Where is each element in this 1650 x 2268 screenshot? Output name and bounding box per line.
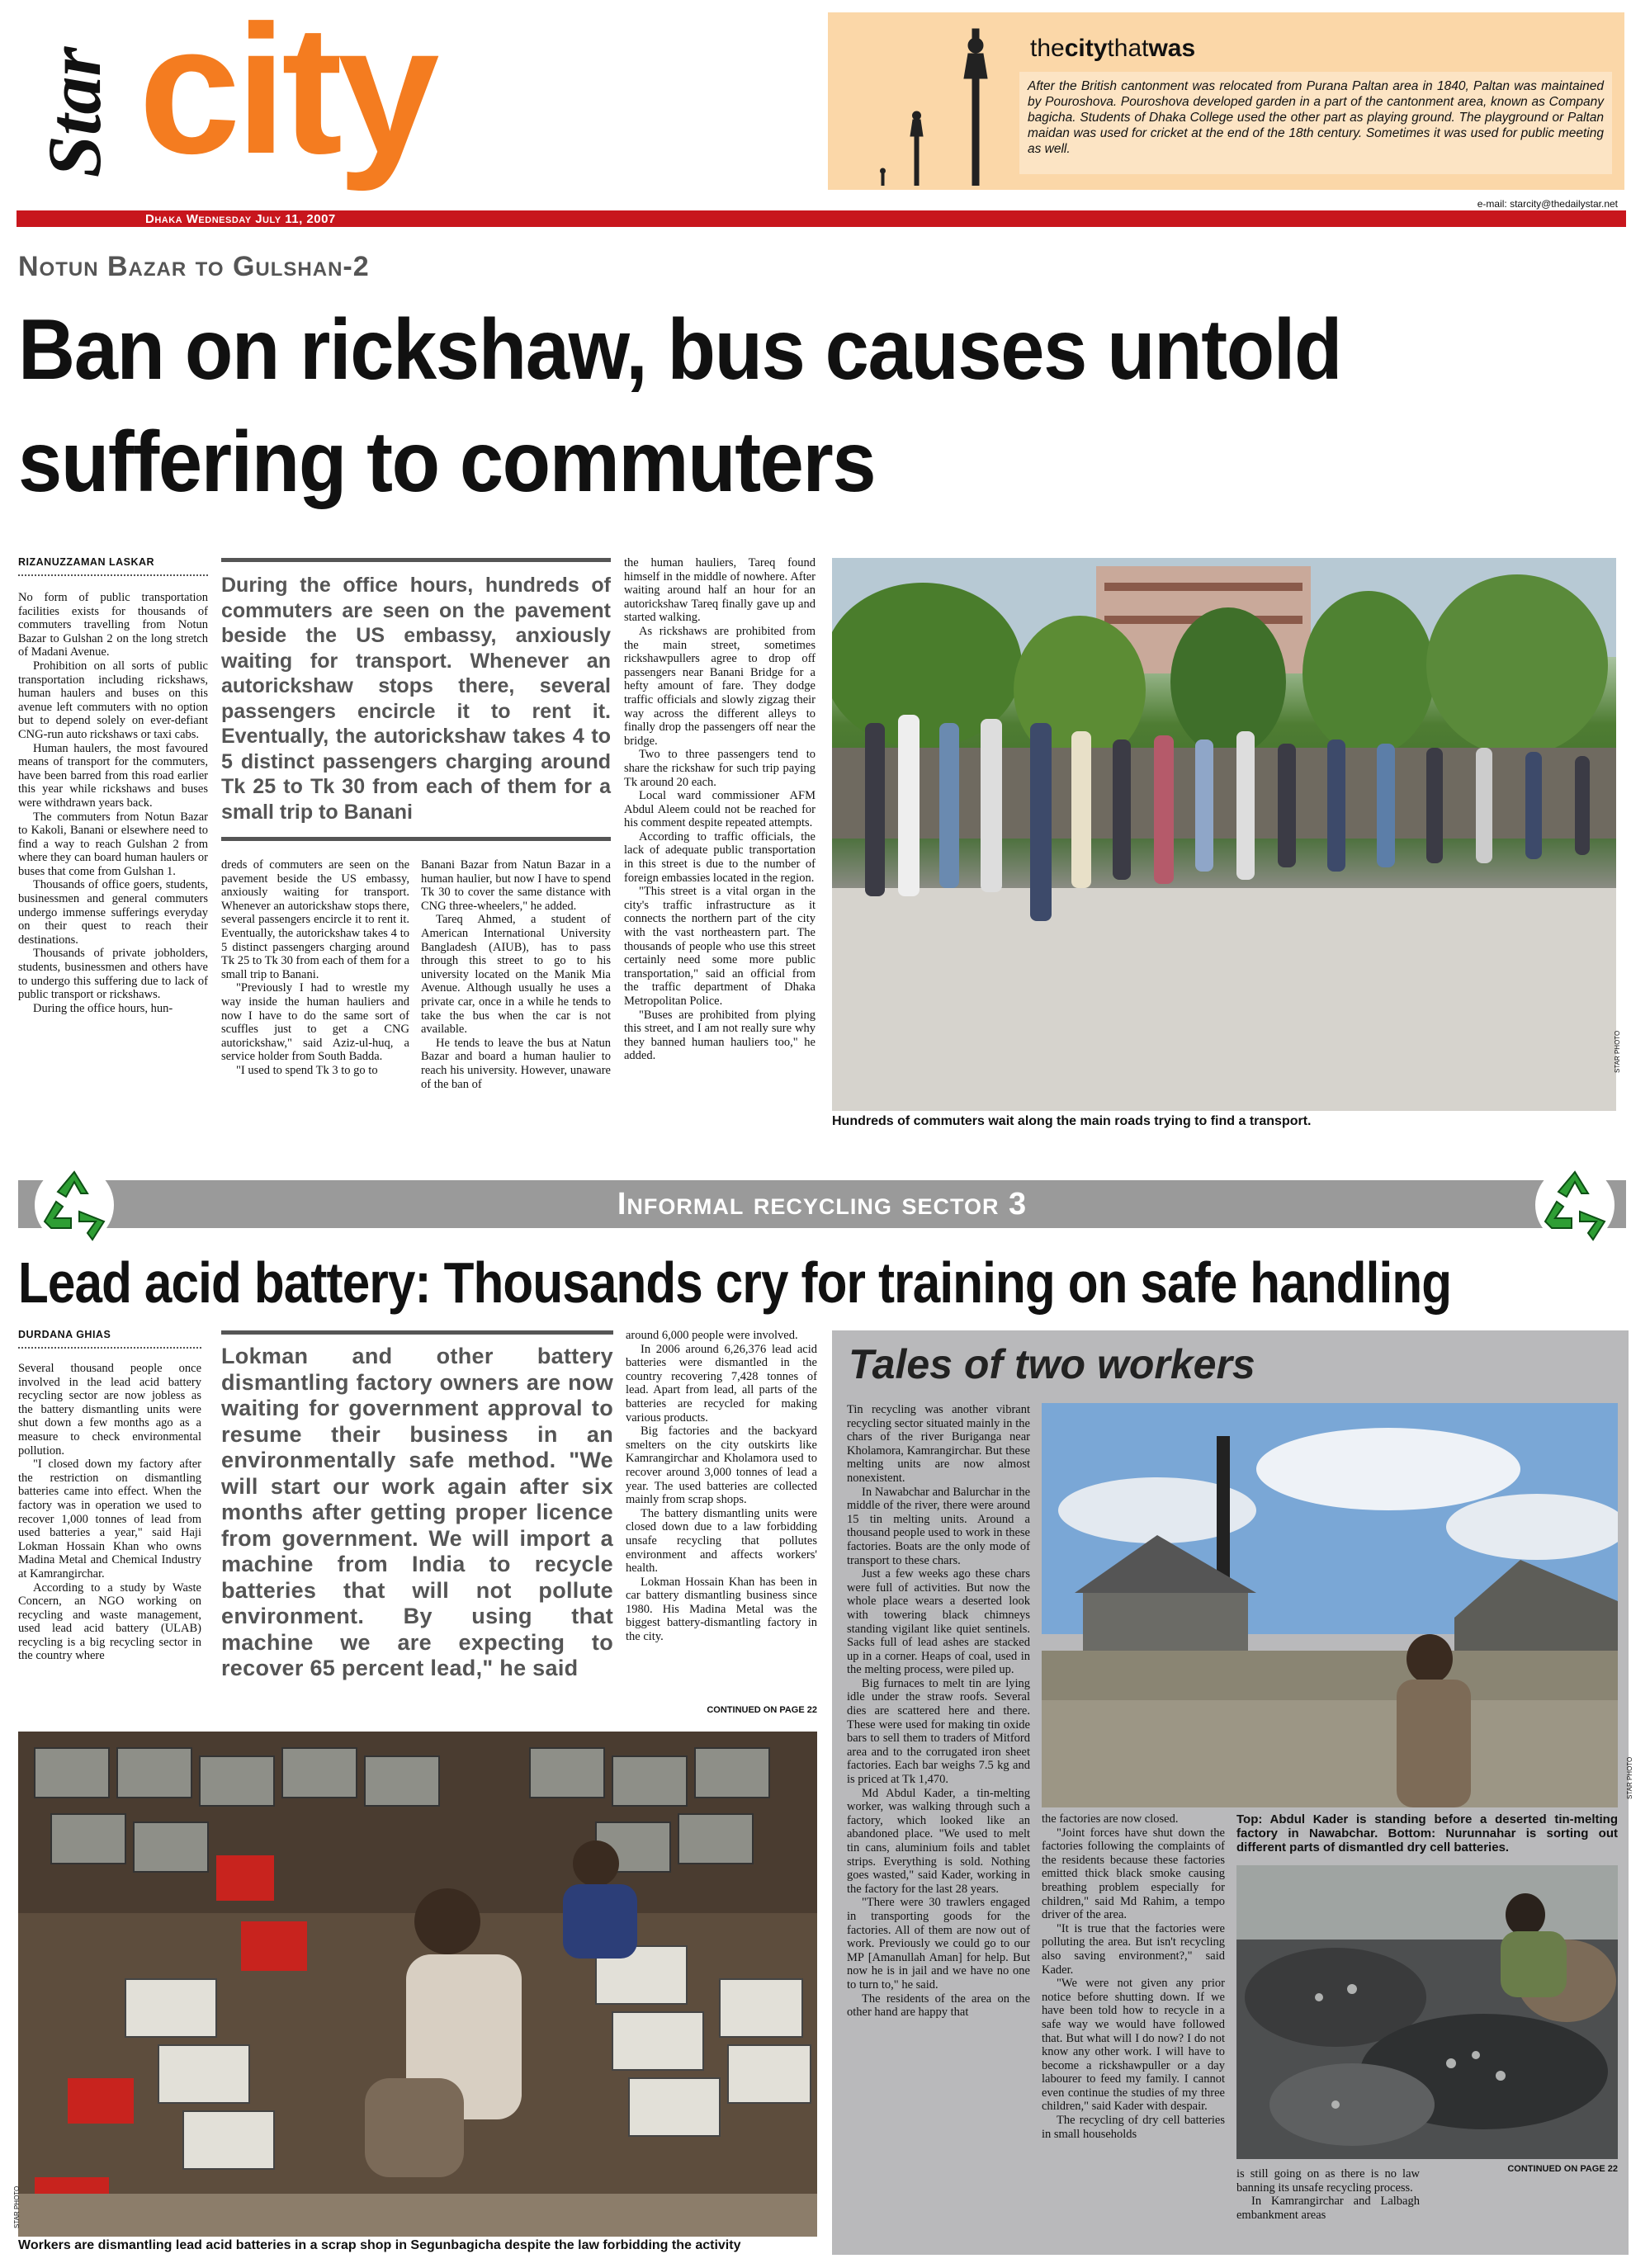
paragraph: In 2006 around 6,26,376 lead acid batteries were dismantled in the country recovering 7,428 tonnes of lead. Apart from lead, all parts of the batteries are recycled for making various products. [626,1342,817,1425]
paragraph: Big furnaces to melt tin are lying idle under the straw roofs. Several dies are scattered here and there. These were used for making tin oxide bars to sell them to traders of Mitford area and to the corrugated iron sheet factories. Each bar weighs 7.5 kg and is priced at Tk 1,470. [847,1676,1030,1787]
paragraph: Local ward commissioner AFM Abdul Aleem could not be reached for his comment despite repeated attempts. [624,789,816,830]
dry-cell-illustration [1236,1865,1618,2159]
story1-col4 [624,556,816,1063]
commuters-illustration [832,558,1616,1111]
sidebar-continued: CONTINUED ON PAGE 22 [1507,2164,1618,2174]
tales-sidebar-title: Tales of two workers [849,1341,1255,1387]
paragraph: "This street is a vital organ in the city's traffic infrastructure as it connects the northern part of the city with the vast northeastern part. The thousands of people who use this street certainly need some more public transportation," said an official from the traffic department of Dhaka Metropolitan Police. [624,885,816,1008]
paragraph: Md Abdul Kader, a tin-melting worker, was walking through such a factory, which looked like an abandoned place. "We used to melt tin cans, aluminium foils and tablet strips. Everything is sold. Nothing goes wasted," said Kader, working in the factory for the last 28 years. [847,1786,1030,1896]
paragraph: Just a few weeks ago these chars were full of activities. But now the whole place wears a deserted look with towering black chimneys standing vigilant like quiet sentinels. Sacks full of lead ashes are stacked up in a corner. Heaps of coal, used in the melting process, were piled up. [847,1567,1030,1677]
paragraph: The battery dismantling units were closed down due to a law forbidding unsafe recycling that pollutes environment and affects workers' health. [626,1506,817,1576]
paragraph: "I used to spend Tk 3 to go to [236,1063,378,1077]
sidebar-col2 [1042,1812,1225,2141]
paragraph: dreds of commuters are seen on the pavement beside the US embassy, anxiously waiting for transport. Whenever an autorickshaw stops there, several passengers encircle it to rent it. Eventually, the autorickshaw takes 4 to 5 distinct passengers charging around Tk 25 to Tk 30 from each of them for a small trip to Banani. [221,858,409,981]
story2-photo-credit: STAR PHOTO [13,2185,21,2228]
paragraph: Two to three passengers tend to share the rickshaw for such trip paying Tk around 20 each. [624,748,816,789]
paragraph: No form of public transportation facilities exists for thousands of commuters travelling from Notun Bazar to Gulshan 2 on the long stretch of Madani Avenue. [18,591,208,659]
city-that-was-text-panel [1019,72,1612,174]
star-logo: Star [32,46,116,178]
story1-photo-credit: STAR PHOTO [1614,1030,1621,1073]
paragraph: "Joint forces have shut down the factories following the complaints of the residents because these factories emitted thick black smoke causing breathing problem especially for children," said Md Rahim, a tempo driver of the area. [1042,1826,1225,1922]
paragraph: "It is true that the factories were polluting the area. But isn't recycling also saving environment?," said Kader. [1042,1921,1225,1977]
story1-col1 [18,591,208,1015]
title-that: that [1107,35,1149,62]
battery-workers-photo [18,1732,817,2237]
paragraph: Banani Bazar from Natun Bazar in a human haulier, but now I have to spend Tk 30 to cover the same distance with CNG three-wheelers," he added. [421,858,611,913]
story2-col4 [626,1329,817,1644]
dry-cell-photo [1236,1865,1618,2159]
story2-caption: Workers are dismantling lead acid batteries in a scrap shop in Segunbagicha despite the law forbidding the activity [18,2238,741,2252]
paragraph: Thousands of office goers, students, businessmen and general commuters undergo immense sufferings everyday on their quest to reach their destinations. [18,878,208,947]
story2-headline: Lead acid battery: Thousands cry for training on safe handling [18,1250,1452,1315]
paragraph: Tin recycling was another vibrant recycling sector situated mainly in the chars of the river Buriganga near Kholamora, Kamrangirchar. But these melting units are now almost nonexistent. [847,1403,1030,1485]
recycle-icon-left [33,1164,116,1246]
paragraph: In Kamrangirchar and Lalbagh embankment areas [1236,2195,1420,2222]
story1-commuters-photo [832,558,1616,1111]
paragraph: the human hauliers, Tareq found himself in the middle of nowhere. After waiting around half an hour for an autorickshaw Tareq finally gave up and started walking. [624,556,816,625]
story1-pullquote-rule-bottom [221,837,611,841]
dateline: Dhaka Wednesday July 11, 2007 [145,212,336,226]
recycle-icon-right [1534,1164,1616,1246]
paragraph: "Buses are prohibited from plying this street, and I am not really sure why they banned human hauliers too," he added. [624,1008,816,1063]
paragraph: Tareq Ahmed, a student of American International University Bangladesh (AIUB), has to pass through this street to go to his university located on the Manik Mia Avenue. Although usually he uses a private car, once in a while he tends to take the bus when the car is not available. [421,913,611,1037]
title-was: was [1148,35,1196,62]
story2-pullquote-rule-top [221,1330,613,1335]
street-lamps-illustration [844,21,1009,186]
story1-byline-rule [18,574,208,576]
sidebar-col3 [1236,2167,1420,2222]
story1-caption: Hundreds of commuters wait along the main roads trying to find a transport. [832,1114,1312,1128]
recycling-banner-title: Informal recycling sector 3 [617,1187,1028,1221]
paragraph: The commuters from Notun Bazar to Kakoli, Banani or elsewhere need to find a way to reach Gulshan 2 from where they can board human haulers or buses that come from Gulshan 1. [18,810,208,878]
paragraph: As rickshaws are prohibited from the main street, sometimes rickshawpullers agree to drop off passengers near Banani Bridge for a hefty amount of fare. They dodge traffic officials and slowly zigzag their way across the different alleys to finally drop the passengers off near the bridge. [624,624,816,748]
paragraph: the factories are now closed. [1042,1812,1179,1826]
battery-workers-illustration [18,1732,817,2237]
paragraph: "There were 30 trawlers engaged in transporting goods for the factories. All of them are now out of work. Previously we could go to our MP [Amanullah Aman] for help. But now he is in jail and we have no one to turn to," he said. [847,1896,1030,1992]
tin-factory-photo [1042,1403,1618,1807]
story1-pullquote: During the office hours, hundreds of commuters are seen on the pavement beside the US embassy, anxiously waiting for transport. Whenever an autorickshaw stops there, several passengers encircle it to rent it. Eventually, the autorickshaw takes 4 to 5 distinct passengers charging around Tk 25 to Tk 30 from each of them for a small trip to Banani [221,574,611,824]
story2-byline-rule [18,1347,201,1349]
paragraph: During the office hours, hun- [33,1001,173,1015]
city-that-was-box [828,12,1624,190]
paragraph: The recycling of dry cell batteries in small households [1042,2114,1225,2141]
paragraph: Lokman Hossain Khan has been in car battery dismantling business since 1980. His Madina Metal was the biggest battery-dismantling factory in the city. [626,1575,817,1644]
paragraph: Big factories and the backyard smelters on the city outskirts like Kamrangirchar and Kholamora used to recover around 3,000 tonnes of lead a year. The used batteries are collected mainly from scrap shops. [626,1425,817,1507]
paragraph: Human haulers, the most favoured means of transport for the commuters, have been barred from this road earlier this year while rickshaws and buses were withdrawn years back. [18,741,208,810]
story2-continued: CONTINUED ON PAGE 22 [707,1705,817,1715]
paragraph: "We were not given any prior notice before shutting down. If we have been told how to recycle in a safe way we would have followed that. But what will I do now? I do not know any other work. I will have to become a rickshawpuller or a day labourer to feed my family. I cannot even continue the studies of my three children," said Kader with despair. [1042,1977,1225,2114]
paragraph: Prohibition on all sorts of public transportation including rickshaws, human haulers and buses on this avenue left commuters with no option but to depend solely on ever-defiant CNG-run auto rickshaws or taxi cabs. [18,659,208,741]
sidebar-col1 [847,1403,1030,2020]
story2-col1 [18,1362,201,1663]
paragraph: "I closed down my factory after the restriction on dismantling batteries came into effect. When the factory was in operation we used to recover 1,000 tonnes of lead from used batteries a year," said Haji Lokman Hossain Khan who owns Madina Metal and Chemical Industry at Kamrangirchar. [18,1458,201,1581]
story2-pullquote: Lokman and other battery dismantling factory owners are now waiting for government approval to resume their business in an environmentally safe method. "We will start our work again after six months after getting proper licence from government. We will import a machine from India to recycle batteries that will not pollute environment. By using that machine we are expecting to recover 65 percent lead," he said [221,1344,613,1680]
story1-col3 [421,858,611,1091]
paragraph: In Nawabchar and Balurchar in the middle of the river, there were around 15 tin melting units. Around a thousand people used to work in these factories. Boats are the only mode of transport to these chars. [847,1485,1030,1567]
city-that-was-title [1030,35,1195,62]
paragraph: "Previously I had to wrestle my way inside the human hauliers and now I have to do the same sort of scuffles just to get a CNG autorickshaw," said Aziz-ul-huq, a service holder from South Badda. [221,981,409,1064]
paragraph: Several thousand people once involved in the lead acid battery recycling sector are now jobless as the battery dismantling units were shut down a few months ago as a measure to check environmental pollution. [18,1362,201,1458]
story1-byline: RIZANUZZAMAN LASKAR [18,556,155,568]
story1-headline: Ban on rickshaw, bus causes untold suffering to commuters [18,302,1342,510]
masthead [17,0,561,231]
sidebar-caption: Top: Abdul Kader is standing before a deserted tin-melting factory in Nawabchar. Bottom: Nurunnahar is sorting out different parts of dismantled dry cell batteries. [1236,1812,1618,1855]
paragraph: He tends to leave the bus at Natun Bazar and board a human haulier to reach his university. However, unaware of the ban of [421,1036,611,1091]
title-city: city [1064,35,1108,62]
sidebar-photo-credit: STAR PHOTO [1626,1756,1633,1799]
paragraph: The residents of the area on the other hand are happy that [847,1992,1030,2020]
tin-factory-illustration [1042,1403,1618,1807]
paragraph: Thousands of private jobholders, students, businessmen and others have to undergo this suffering due to lack of public transport or rickshaws. [18,947,208,1002]
paragraph: According to traffic officials, the lack of adequate public transportation in this street is due to the number of foreign embassies located in the region. [624,829,816,885]
title-the: the [1030,35,1065,62]
story1-pullquote-rule-top [221,558,611,562]
paragraph: around 6,000 people were involved. [626,1329,798,1342]
paragraph: is still going on as there is no law banning its unsafe recycling process. [1236,2167,1420,2195]
paragraph: According to a study by Waste Concern, an NGO working on recycling and waste management, used lead acid battery (ULAB) recycling is a big recycling sector in the country where [18,1581,201,1663]
city-that-was-text: After the British cantonment was relocated from Purana Paltan area in 1840, Paltan was maintained by Pouroshova. Pouroshova developed garden in a part of the cantonment area, known as Company bagicha. Students of Dhaka College used the other part as playing ground. The playground or Paltan maidan was used for cricket at the end of the 18th century. Sometimes it was used for public meeting as well. [1028,79,1604,156]
city-logo: city [139,0,435,192]
story2-byline: DURDANA GHIAS [18,1329,111,1340]
story1-col2 [221,858,409,1078]
story1-kicker: Notun Bazar to Gulshan-2 [18,251,370,282]
email: e-mail: starcity@thedailystar.net [1477,198,1618,210]
